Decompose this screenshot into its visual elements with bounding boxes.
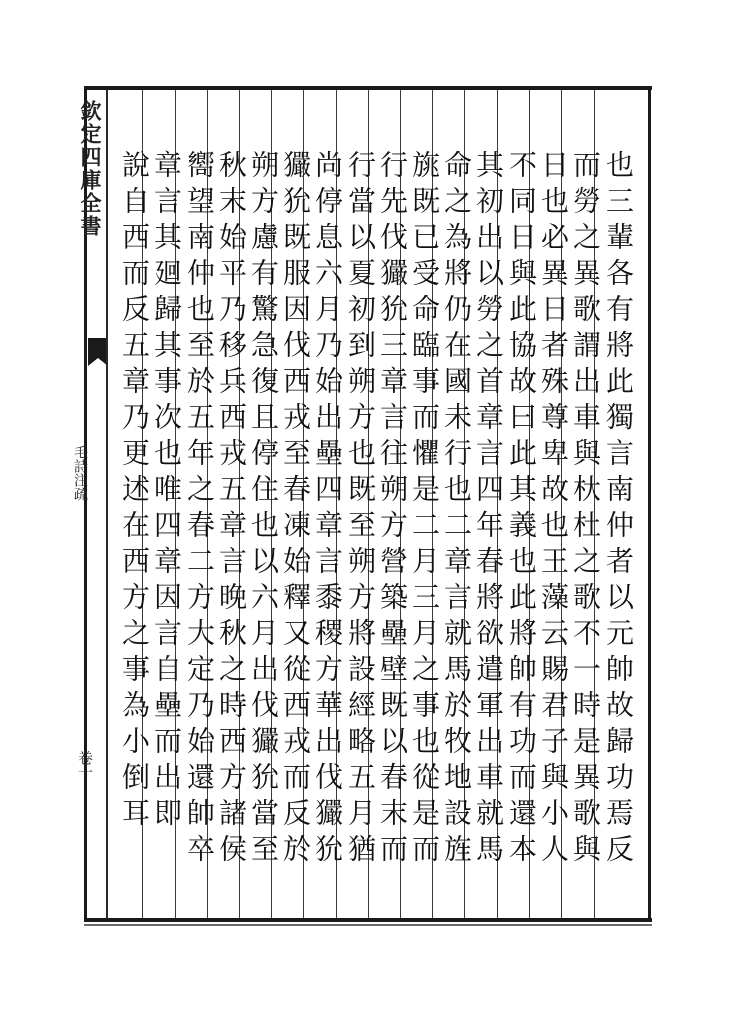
text-column: 尚停息六月乃始出壘四章言黍稷方華出伐玁狁: [311, 150, 344, 870]
text-column: 玁狁既服因伐西戎至春凍始釋又從西戎而反於: [279, 150, 312, 870]
text-column: 行先伐玁狁三章言往朔方營築壘壁既以春末而: [376, 150, 409, 870]
bottom-border-shadow: [84, 924, 652, 926]
text-column: 而勞之異歌謂出車與杕杜之歌不一時是異歌與: [569, 150, 602, 870]
banxin-book-title: 毛詩注疏: [72, 445, 88, 501]
text-column: 秋末始平乃移兵西戎五章言晚秋之時西方諸侯: [215, 150, 248, 870]
banxin-title: 欽定四庫全書: [78, 100, 103, 238]
banxin-divider: [106, 90, 108, 918]
text-column: 章言其廻歸其事次也唯四章因言自壘而出即: [150, 150, 183, 834]
text-column: 其初出以勞之首章言四年春將欲遣軍出車就馬: [472, 150, 505, 870]
text-column: 朔方慮有驚急復且停住也以六月出伐玁狁當至: [247, 150, 280, 870]
text-column: 行當以夏初到朔方也既至朔方將設經略五月猶: [344, 150, 377, 870]
text-column: 日也必異日者殊尊卑故也王藻云賜君子與小人: [537, 150, 570, 870]
text-column: 不同日與此協故曰此其義也此將帥有功而還本: [505, 150, 538, 870]
banxin-page-number: 卷十: [76, 750, 94, 780]
bottom-border-rule: [84, 918, 652, 922]
right-border: [648, 86, 651, 922]
text-column: 命之為將仍在國未行也二章言就馬於牧地設旌: [440, 150, 473, 870]
fish-tail-icon: [88, 338, 108, 368]
text-column: 說自西而反五章乃更述在西方之事為小倒耳: [118, 150, 151, 834]
text-column: 也三輩各有將此獨言南仲者以元帥故歸功焉反: [602, 150, 635, 870]
text-column: 嚮望南仲也至於五年之春二方大定乃始還帥卒: [183, 150, 216, 870]
text-column: 旐既已受命臨事而懼是二月三月之事也從是而: [408, 150, 441, 870]
